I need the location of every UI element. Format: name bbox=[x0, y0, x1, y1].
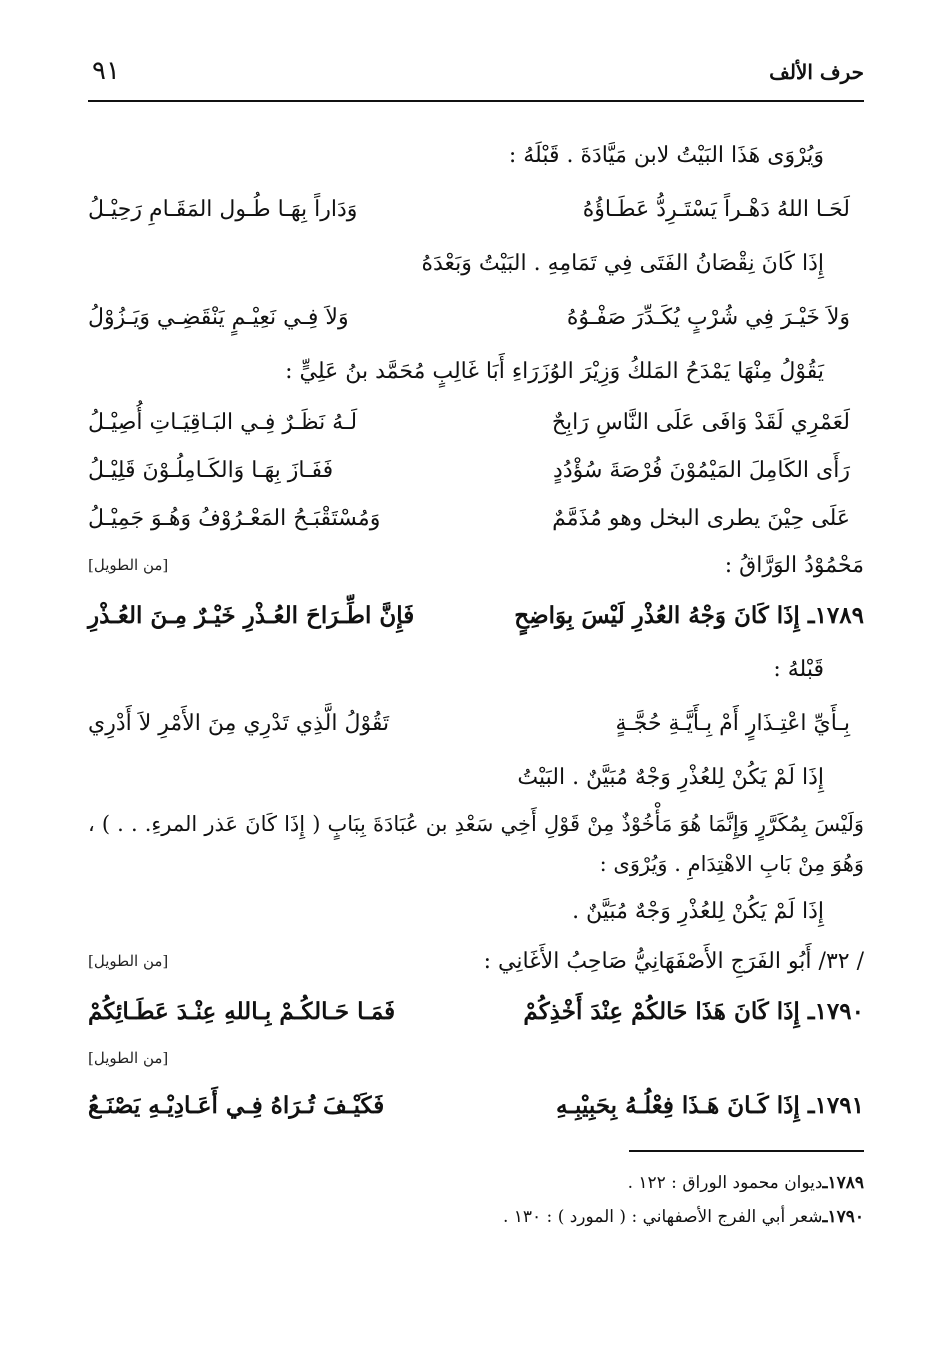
verse-second-half: وَلاَ فِـي نَعِيْـمٍ يَنْقَضِـي وَيَـزُوْلُ bbox=[88, 304, 349, 330]
verse bbox=[88, 696, 864, 750]
meter-label: [من الطويل] bbox=[88, 952, 169, 970]
verse-second-half: فَإِنَّ اطِّـرَاحَ العُـذْرِ خَيْـرٌ مِـنَ العُـذْرِ bbox=[88, 601, 415, 629]
text-line: إِذَا لَمْ يَكُنْ لِلعُذْرِ وَجْهٌ مُبَيَّنٌ . البَيْتُ bbox=[517, 764, 824, 790]
text-line: يَقُوْلُ مِنْهَا يَمْدَحُ المَلكُ وَزِيْرَ الوُزَرَاءِ أَبَا غَالِبٍ مُحَمَّد بنُ عَلِيٍّ : bbox=[285, 358, 824, 384]
poet-name: مَحْمُوْدُ الوَرَّاقُ : bbox=[724, 552, 864, 578]
verse-first-half: ١٧٩٠ـ إِذَا كَانَ هَذَا حَالكُمْ عِنْدَ أَخْذِكُمْ bbox=[523, 997, 864, 1025]
footnote-number: ١٧٩٠ـ bbox=[822, 1207, 864, 1227]
verse-first-half: لَعَمْرِي لَقَدْ وَافَى عَلَى النَّاسِ رَابِحٌ bbox=[551, 409, 850, 435]
verse-first-half: وَلاَ خَيْـرَ فِي شُرْبٍ يُكَـدِّرَ صَفْـوُهُ bbox=[566, 304, 850, 330]
verse bbox=[88, 494, 864, 542]
footnotes bbox=[88, 1166, 864, 1234]
verse bbox=[88, 290, 864, 344]
page-number: ٩١ bbox=[92, 56, 120, 86]
verse-second-half: وَمُسْتَقْبَـحُ المَعْـرُوْفُ وَهُـوَ جَمِيْـلُ bbox=[88, 505, 381, 531]
numbered-verse-1789 bbox=[88, 588, 864, 642]
numbered-verse-1791 bbox=[88, 1078, 864, 1132]
footnote-text: ديوان محمود الوراق : ١٢٢ . bbox=[627, 1173, 823, 1193]
poet-heading bbox=[88, 542, 864, 588]
meter-row bbox=[88, 1038, 864, 1078]
text-line: إِذَا كَانَ نِقْصَانُ الفَتَى فِي تَمَامِهِ . البَيْتُ وَبَعْدَهُ bbox=[421, 250, 824, 276]
verse-first-half: بِـأَيِّ اعْتِـذَارٍ أَمْ بِـأَيَّـةِ حُجَّـةٍ bbox=[615, 710, 850, 736]
poet-heading bbox=[88, 938, 864, 984]
verse-second-half: لَـهُ نَظَـرٌ فِـي البَـاقِيَـاتِ أُصِيْـلُ bbox=[88, 409, 358, 435]
text-line: وَيُرْوَى هَذَا البَيْتُ لابن مَيَّادَةَ . قَبْلَهُ : bbox=[508, 142, 824, 168]
text-line: قَبْلهُ : bbox=[773, 656, 824, 682]
meter-label: [من الطويل] bbox=[88, 556, 169, 574]
paragraph: وَلَيْسَ بِمُكَرَّرٍ وَإِنَّمَا هُوَ مَأْخُوْذٌ مِنْ قَوْلِ أَخِي سَعْدِ بن عُبَادَةَ بِبَابٍ ( إِذَا كَانَ عَذر المرءِ. . . ) ، وَهُوَ مِنْ بَابِ الاهْتِدَامِ . وَيُرْوَى : bbox=[88, 812, 864, 876]
footnote bbox=[88, 1166, 864, 1200]
header-divider bbox=[88, 100, 864, 102]
page-body bbox=[88, 128, 864, 1234]
meter-label: [من الطويل] bbox=[88, 1049, 169, 1067]
footnote-divider bbox=[629, 1150, 864, 1152]
verse-first-half: ١٧٨٩ـ إِذَا كَانَ وَجْهُ العُذْرِ لَيْسَ بِوَاضِحٍ bbox=[514, 601, 864, 629]
verse-first-half: لَحَـا اللهُ دَهْـراً يَسْتَـرِدُّ عَطَـاؤُهُ bbox=[582, 196, 850, 222]
verse bbox=[88, 398, 864, 446]
page-header bbox=[88, 56, 864, 96]
footnote-number: ١٧٨٩ـ bbox=[822, 1173, 864, 1193]
verse bbox=[88, 446, 864, 494]
verse-second-half: وَدَاراً بِهَـا طُـول المَقَـامِ رَحِيْـلُ bbox=[88, 196, 358, 222]
verse-second-half: تَقُوْلُ الَّذِي تَدْرِي مِنَ الأَمْرِ لاَ أَدْرِي bbox=[88, 710, 390, 736]
footnote bbox=[88, 1200, 864, 1234]
poet-name: / ٣٢/ أَبُو الفَرَجِ الأَصْفَهَانِيُّ صَاحِبُ الأَغَانِي : bbox=[483, 948, 864, 974]
numbered-verse-1790 bbox=[88, 984, 864, 1038]
footnote-text: شعر أبي الفرج الأصفهاني : ( المورد ) : ١٣٠ . bbox=[502, 1207, 823, 1227]
verse-first-half: ١٧٩١ـ إِذَا كَـانَ هَـذَا فِعْلُـهُ بِحَبِيْبِـهِ bbox=[555, 1091, 864, 1119]
verse-first-half: عَلَى حِيْنَ يطرى البخل وهو مُذَمَّمٌ bbox=[552, 505, 850, 531]
verse-second-half: فَكَيْـفَ تُـرَاهُ فِـي أَعَـادِيْـهِ يَصْنَـعُ bbox=[88, 1091, 385, 1119]
chapter-title: حرف الألف bbox=[769, 60, 864, 84]
verse-second-half: فَمَـا حَـالكُـمْ بِـاللهِ عِنْـدَ عَطَـائِكُمْ bbox=[88, 997, 396, 1025]
verse-first-half: رَأَى الكَامِلَ المَيْمُوْنَ فُرْصَةَ سُؤْدُدٍ bbox=[553, 457, 850, 483]
book-page bbox=[88, 0, 864, 1365]
verse bbox=[88, 182, 864, 236]
text-line: إِذَا لَمْ يَكُنْ لِلعُذْرِ وَجْهٌ مُبَيَّنٌ . bbox=[572, 898, 824, 924]
verse-second-half: فَفَـازَ بِهَـا وَالكَـامِلُـوْنَ قَلِيْـلُ bbox=[88, 457, 334, 483]
